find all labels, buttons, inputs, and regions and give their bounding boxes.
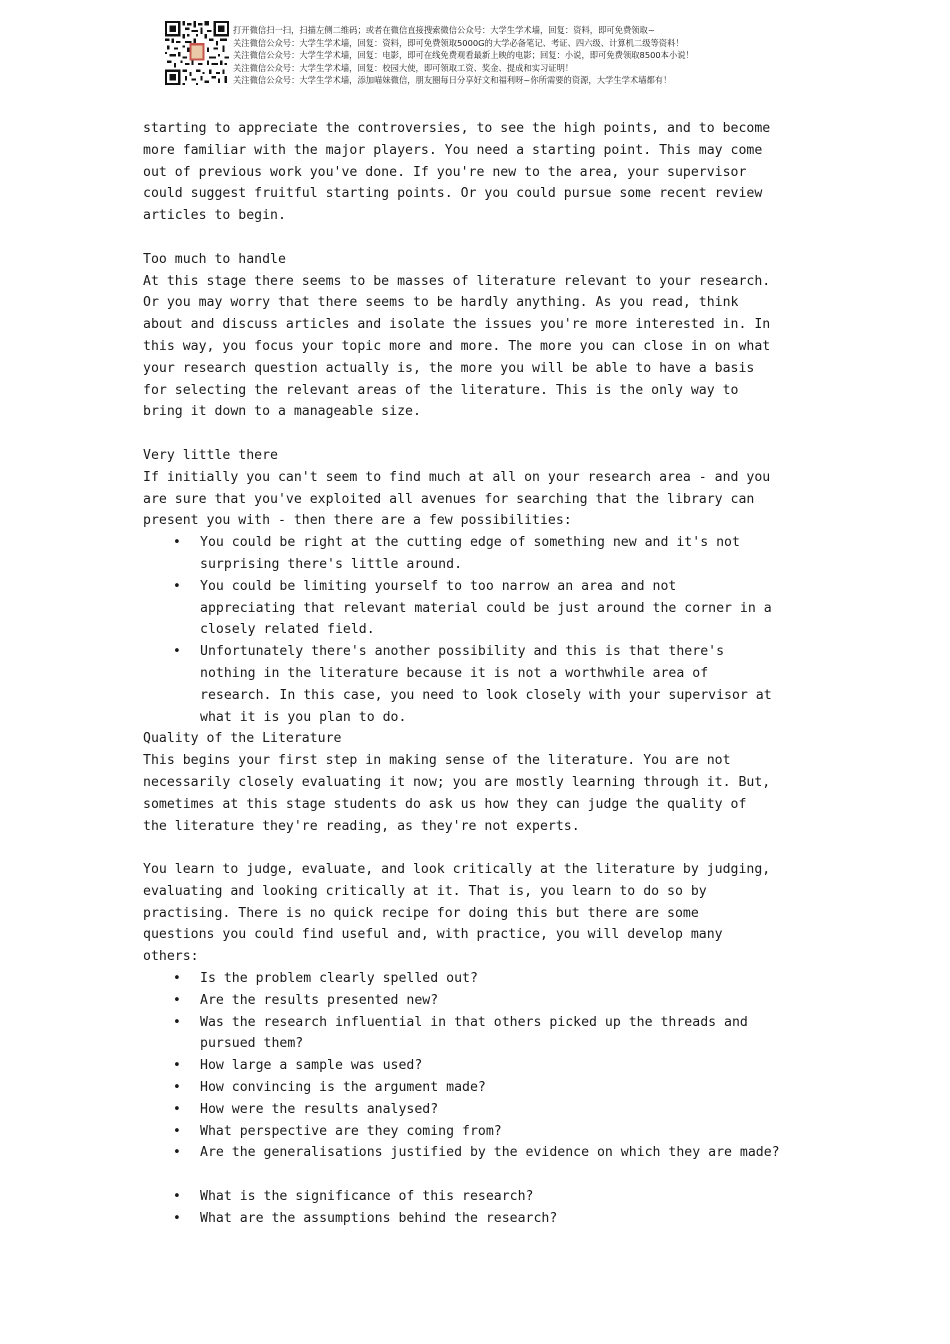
too-much-paragraph bbox=[143, 271, 833, 424]
text-line: This begins your first step in making sense of the literature. You are not bbox=[143, 753, 731, 769]
bullet-icon: • bbox=[173, 578, 181, 594]
bullet-icon: • bbox=[173, 1123, 181, 1139]
text-line: bring it down to a manageable size. bbox=[143, 404, 421, 420]
list-item-text: How were the results analysed? bbox=[200, 1101, 439, 1117]
list-item-text: You could be limiting yourself to too narrow an area and not appreciating that relevant material could be just around the corner in a closely related field. bbox=[200, 578, 772, 638]
list-item-text: Was the research influential in that others picked up the threads and pursued them? bbox=[200, 1014, 748, 1052]
list-item bbox=[143, 1121, 833, 1143]
promo-line: 关注微信公众号：大学生学术墙，回复：校园大使，即可领取工资、奖金、提成和实习证明！ bbox=[233, 62, 574, 73]
spacer bbox=[143, 1164, 833, 1186]
quality-paragraph-2 bbox=[143, 859, 833, 968]
text-line: for selecting the relevant areas of the literature. This is the only way to bbox=[143, 382, 739, 398]
list-item-text: What are the assumptions behind the research? bbox=[200, 1210, 558, 1226]
text-line: the literature they're reading, as they're not experts. bbox=[143, 818, 580, 834]
bullet-icon: • bbox=[173, 1080, 181, 1096]
text-line: out of previous work you've done. If you're new to the area, your supervisor bbox=[143, 164, 747, 180]
quality-question-list bbox=[143, 968, 833, 1164]
very-little-paragraph bbox=[143, 467, 833, 532]
promo-text bbox=[233, 24, 694, 87]
spacer bbox=[143, 837, 833, 859]
text-line: present you with - then there are a few possibilities: bbox=[143, 513, 572, 529]
text-line: questions you could find useful and, with practice, you will develop many bbox=[143, 927, 723, 943]
list-item bbox=[143, 1012, 833, 1056]
bullet-icon: • bbox=[173, 644, 181, 660]
quality-question-list-continued bbox=[143, 1186, 833, 1230]
text-line: At this stage there seems to be masses of literature relevant to your research. bbox=[143, 273, 771, 289]
text-line: sometimes at this stage students do ask us how they can judge the quality of bbox=[143, 796, 747, 812]
list-item-text: Unfortunately there's another possibility and this is that there's nothing in the literature because it is not a worthwhile area of research. In this case, you need to look closely with your supervisor at what it is you plan to do. bbox=[200, 644, 772, 725]
section-heading-very-little: Very little there bbox=[143, 447, 278, 463]
section-heading-quality: Quality of the Literature bbox=[143, 731, 342, 747]
list-item bbox=[143, 532, 833, 576]
list-item-text: Are the generalisations justified by the evidence on which they are made? bbox=[200, 1145, 780, 1161]
bullet-icon: • bbox=[173, 535, 181, 551]
quality-paragraph-1 bbox=[143, 750, 833, 837]
list-item bbox=[143, 1142, 833, 1164]
list-item-text: What perspective are they coming from? bbox=[200, 1123, 502, 1139]
bullet-icon: • bbox=[173, 1101, 181, 1117]
list-item bbox=[143, 1208, 833, 1230]
text-line: this way, you focus your topic more and more. The more you can close in on what bbox=[143, 338, 771, 354]
section-heading-too-much: Too much to handle bbox=[143, 251, 286, 267]
promo-line: 关注微信公众号：大学生学术墙，添加喵妹微信，朋友圈每日分享好文和福利呀~你所需要的资源，大学生学术墙都有！ bbox=[233, 75, 672, 85]
list-item-text: You could be right at the cutting edge of something new and it's not surprising there's little around. bbox=[200, 535, 740, 572]
text-line: evaluating and looking critically at it. That is, you learn to do so by bbox=[143, 883, 707, 899]
bullet-icon: • bbox=[173, 971, 181, 987]
text-line: your research question actually is, the more you will be able to have a basis bbox=[143, 360, 755, 376]
bullet-icon: • bbox=[173, 1145, 181, 1161]
text-line: necessarily closely evaluating it now; you are mostly learning through it. But, bbox=[143, 774, 771, 790]
bullet-icon: • bbox=[173, 1058, 181, 1074]
intro-paragraph bbox=[143, 118, 833, 227]
promo-line: 关注微信公众号：大学生学术墙，回复：电影，即可在线免费观看最新上映的电影；回复：小说，即可免费领取8500本小说！ bbox=[233, 50, 694, 60]
list-item bbox=[143, 990, 833, 1012]
text-line: If initially you can't seem to find much at all on your research area - and you bbox=[143, 469, 771, 485]
bullet-icon: • bbox=[173, 1014, 181, 1030]
spacer bbox=[143, 423, 833, 445]
promo-header bbox=[165, 20, 765, 86]
list-item bbox=[143, 1077, 833, 1099]
text-line: could suggest fruitful starting points. Or you could pursue some recent review bbox=[143, 186, 763, 202]
list-item bbox=[143, 1099, 833, 1121]
document-body bbox=[143, 118, 833, 1230]
list-item-text: Is the problem clearly spelled out? bbox=[200, 971, 478, 987]
very-little-bullet-list bbox=[143, 532, 833, 728]
list-item bbox=[143, 968, 833, 990]
list-item-text: Are the results presented new? bbox=[200, 992, 439, 1008]
list-item bbox=[143, 576, 833, 641]
list-item bbox=[143, 641, 833, 728]
qr-code-icon bbox=[165, 21, 229, 85]
list-item bbox=[143, 1186, 833, 1208]
bullet-icon: • bbox=[173, 1210, 181, 1226]
text-line: articles to begin. bbox=[143, 208, 286, 224]
promo-line: 关注微信公众号：大学生学术墙，回复：资料，即可免费领取5000G的大学必备笔记、考证、四六级、计算机二级等资料！ bbox=[233, 37, 684, 48]
bullet-icon: • bbox=[173, 1189, 181, 1205]
promo-line: 打开微信扫一扫，扫描左侧二维码；或者在微信直接搜索微信公众号：大学生学术墙，回复：资料，即可免费领取~ bbox=[233, 25, 655, 35]
text-line: are sure that you've exploited all avenues for searching that the library can bbox=[143, 491, 755, 507]
list-item-text: How large a sample was used? bbox=[200, 1058, 423, 1074]
text-line: Or you may worry that there seems to be hardly anything. As you read, think bbox=[143, 295, 739, 311]
bullet-icon: • bbox=[173, 992, 181, 1008]
list-item bbox=[143, 1055, 833, 1077]
text-line: more familiar with the major players. You need a starting point. This may come bbox=[143, 142, 763, 158]
text-line: You learn to judge, evaluate, and look critically at the literature by judging, bbox=[143, 862, 771, 878]
list-item-text: How convincing is the argument made? bbox=[200, 1080, 486, 1096]
spacer bbox=[143, 227, 833, 249]
list-item-text: What is the significance of this research? bbox=[200, 1189, 534, 1205]
text-line: about and discuss articles and isolate the issues you're more interested in. In bbox=[143, 317, 771, 333]
text-line: others: bbox=[143, 949, 199, 965]
text-line: starting to appreciate the controversies, to see the high points, and to become bbox=[143, 121, 771, 136]
text-line: practising. There is no quick recipe for doing this but there are some bbox=[143, 905, 699, 921]
